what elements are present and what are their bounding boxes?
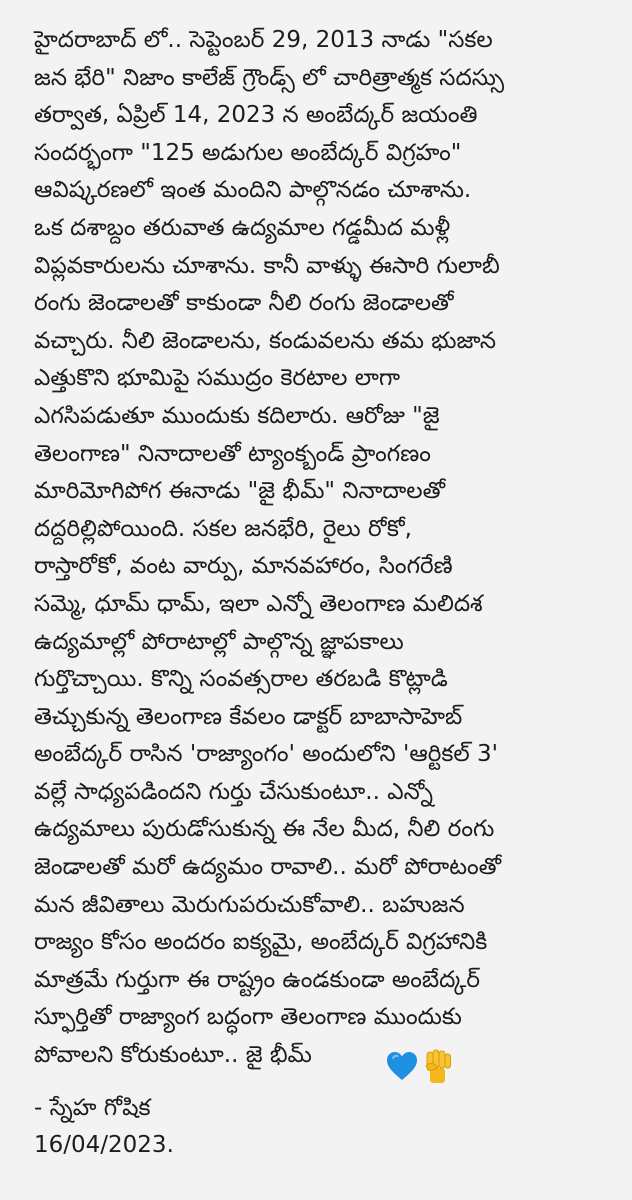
post-body-text: హైదరాబాద్ లో.. సెప్టెంబర్ 29, 2013 నాడు "సకల జన భేరి" నిజాం కాలేజ్ గ్రౌండ్స్ లో చారిత్రాత్మక సదస్సు తర్వాత, ఏప్రిల్ 14, 2023 న అంబేద్కర్ జయంతి సందర్భంగా "125 అడుగుల అంబేద్కర్ విగ్రహం" ఆవిష్కరణలో ఇంత మందిని పాల్గొనడం చూశాను. ఒక దశాబ్దం తరువాత ఉద్యమాల గడ్డమీద మళ్లీ విప్లవకారులను చూశాను. కానీ వాళ్ళు ఈసారి గులాబీ రంగు జెండాలతో కాకుండా నీలి రంగు జెండాలతో వచ్చారు. నీలి జెండాలను, కండువలను తమ భుజాన ఎత్తుకొని భూమిపై సముద్రం కెరటాల లాగా ఎగసిపడుతూ ముందుకు కదిలారు. ఆరోజు "జై తెలంగాణ" నినాదాలతో ట్యాంక్బండ్ ప్రాంగణం మారిమోగిపోగ ఈనాడు "జై భీమ్" నినాదాలతో దద్దరిల్లిపోయింది. సకల జనభేరి, రైలు రోకో, రాస్తారోకో, వంట వార్పు, మానవహారం, సింగరేణి సమ్మె, ధూమ్ ధామ్, ఇలా ఎన్నో తెలంగాణ మలిదశ ఉద్యమాల్లో పోరాటాల్లో పాల్గొన్న జ్ఞాపకాలు గుర్తొచ్చాయి. కొన్ని సంవత్సరాల తరబడి కొట్లాడి తెచ్చుకున్న తెలంగాణ కేవలం డాక్టర్ బాబాసాహెబ్ అంబేద్కర్ రాసిన 'రాజ్యాంగం' అందులోని 'ఆర్టికల్ 3' వల్లే సాధ్యపడిందని గుర్తు చేసుకుంటూ.. ఎన్నో ఉద్యమాలు పురుడోసుకున్న ఈ నేల మీద, నీలి రంగు జెండాలతో మరో ఉద్యమం రావాలి.. మరో పోరాటంతో మన జీవితాలు మెరుగుపరుచుకోవాలి.. బహుజన రాజ్యం కోసం అందరం ఐక్యమై, అంబేద్కర్ విగ్రహానికి మాత్రమే గుర్తుగా ఈ రాష్ట్రం ఉండకుండా అంబేద్కర్ స్ఫూర్తితో రాజ్యాంగ బద్ధంగా తెలంగాణ ముందుకు పోవాలని కోరుకుంటూ.. జై భీమ్ <box>34 27 505 1069</box>
emoji-row <box>385 1048 453 1084</box>
blue-heart-icon <box>385 1050 419 1082</box>
author-signature: - స్నేహ గోషిక <box>34 1095 151 1121</box>
raised-fist-icon <box>423 1048 453 1084</box>
post-date: 16/04/2023. <box>34 1132 174 1158</box>
signature-block <box>34 1090 594 1164</box>
